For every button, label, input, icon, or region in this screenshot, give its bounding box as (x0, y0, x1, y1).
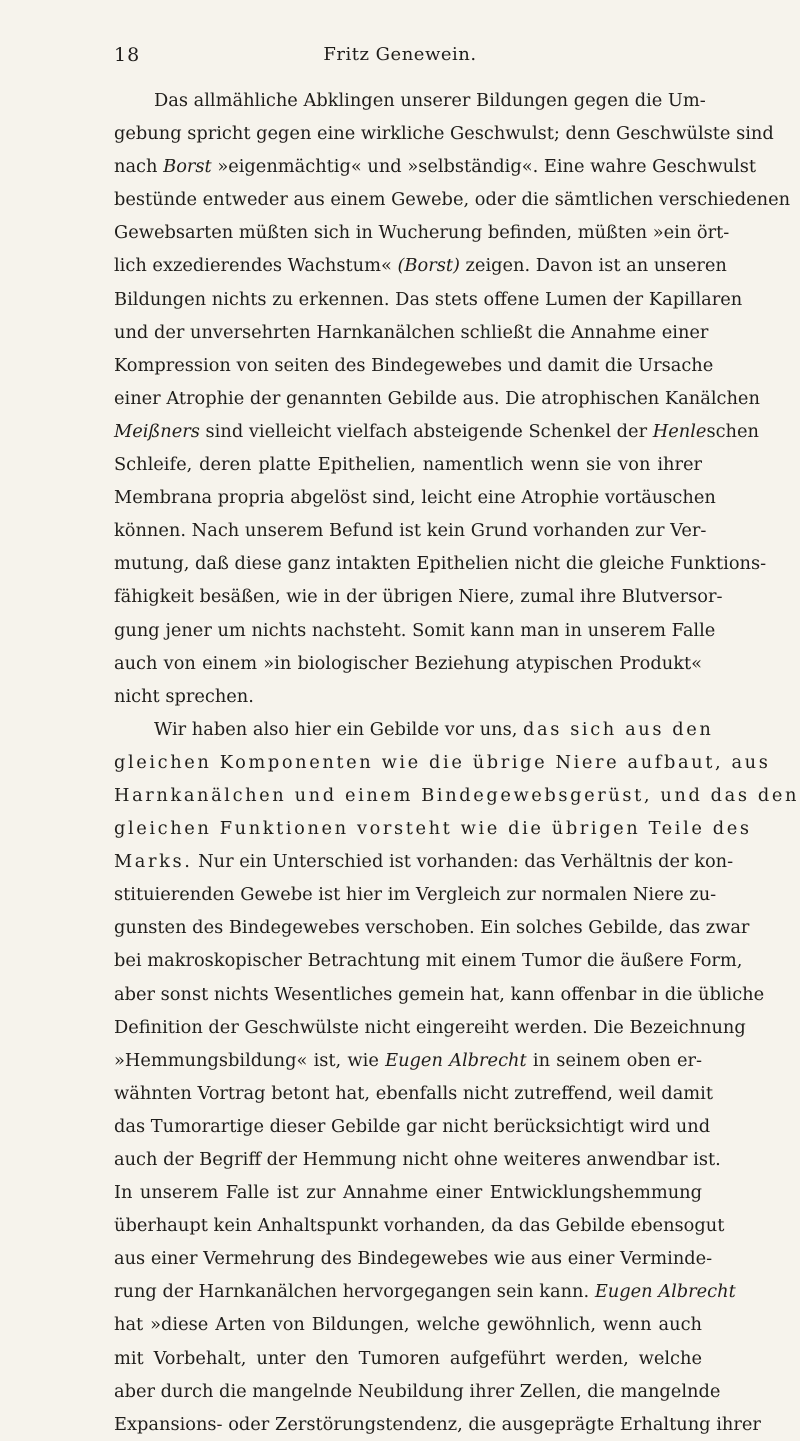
page-number: 18 (114, 44, 141, 66)
text-line (114, 349, 714, 382)
text-segment: mit Vorbehalt, unter den Tumoren aufgeführt werden, welche (114, 1347, 702, 1369)
text-segment: Kompression von seiten des Bindegewebes und damit die Ursache (114, 354, 714, 376)
text-segment: aber durch die mangelnde Neubildung ihrer Zellen, die mangelnde (114, 1380, 721, 1402)
text-segment: hat »diese Arten von Bildungen, welche gewöhnlich, wenn auch (114, 1314, 702, 1336)
text-segment: können. Nach unserem Befund ist kein Grund vorhanden zur Ver- (114, 520, 707, 542)
text-line (114, 514, 707, 547)
text-segment: bestünde entweder aus einem Gewebe, oder die sämtlichen verschiedenen (114, 189, 791, 211)
text-line (114, 547, 767, 580)
text-line (114, 117, 774, 150)
text-segment: Wir haben also hier ein Gebilde vor uns, (154, 718, 524, 740)
text-line (114, 316, 709, 349)
text-segment: sind vielleicht vielfach absteigende Schenkel der (199, 420, 653, 442)
text-line (114, 150, 757, 183)
text-line (114, 1408, 761, 1441)
text-line (114, 1110, 711, 1143)
text-segment: überhaupt kein Anhaltspunkt vorhanden, da das Gebilde ebensogut (114, 1215, 725, 1237)
text-segment: Membrana propria abgelöst sind, leicht eine Atrophie vortäuschen (114, 487, 716, 509)
text-segment: Das allmähliche Abklingen unserer Bildungen gegen die Um- (154, 90, 706, 111)
text-line (114, 911, 750, 944)
text-segment: mutung, daß diese ganz intakten Epithelien nicht die gleiche Funktions- (114, 553, 767, 575)
text-segment: einer Atrophie der genannten Gebilde aus. Die atrophischen Kanälchen (114, 387, 760, 409)
text-segment: In unserem Falle ist zur Annahme einer Entwicklungshemmung (114, 1182, 702, 1204)
text-segment: stituierenden Gewebe ist hier im Vergleich zur normalen Niere zu- (114, 884, 717, 906)
text-line (114, 878, 717, 911)
text-segment: bei makroskopischer Betrachtung mit einem Tumor die äußere Form, (114, 950, 743, 972)
italic-name: Henle (652, 420, 707, 442)
text-segment: aber sonst nichts Wesentliches gemein hat, kann offenbar in die übliche (114, 983, 765, 1005)
text-line (114, 812, 752, 845)
text-segment: gunsten des Bindegewebes verschoben. Ein solches Gebilde, das zwar (114, 917, 750, 939)
text-line (114, 1209, 725, 1242)
text-line (114, 647, 702, 680)
text-line (114, 1308, 702, 1341)
italic-name: Borst (163, 156, 212, 178)
text-line (114, 746, 771, 779)
text-segment: »eigenmächtig« und »selbständig«. Eine wahre Geschwulst (211, 156, 757, 178)
text-segment: Nur ein Unterschied ist vorhanden: das Verhältnis der kon- (192, 851, 734, 873)
text-segment: das Tumorartige dieser Gebilde gar nicht berücksichtigt wird und (114, 1115, 711, 1137)
text-line (114, 448, 702, 481)
text-line (114, 580, 723, 613)
text-line (114, 481, 716, 514)
text-segment: fähigkeit besäßen, wie in der übrigen Niere, zumal ihre Blutversor- (114, 586, 723, 608)
running-title: Fritz Genewein. (323, 44, 477, 65)
text-segment: Bildungen nichts zu erkennen. Das stets offene Lumen der Kapillaren (114, 288, 743, 310)
text-segment: rung der Harnkanälchen hervorgegangen sein kann. (114, 1281, 595, 1303)
text-line (114, 283, 743, 316)
text-segment: schen (706, 420, 759, 442)
text-line (114, 779, 800, 812)
body-text (114, 84, 800, 1441)
text-line (114, 614, 716, 647)
text-segment: wähnten Vortrag betont hat, ebenfalls nicht zutreffend, weil damit (114, 1082, 713, 1104)
text-line (114, 1242, 713, 1275)
spaced-emphasis: Marks. (114, 851, 193, 873)
text-segment: nach (114, 156, 164, 178)
text-segment: aus einer Vermehrung des Bindegewebes wie aus einer Verminde- (114, 1248, 713, 1270)
text-segment: Expansions- oder Zerstörungstendenz, die ausgeprägte Erhaltung ihrer (114, 1413, 761, 1435)
italic-name: Eugen Albrecht (385, 1049, 527, 1071)
text-line (114, 183, 791, 216)
text-segment: zeigen. Davon ist an unseren (459, 255, 727, 277)
text-segment: Definition der Geschwülste nicht eingereiht werden. Die Bezeichnung (114, 1016, 746, 1038)
text-line (114, 84, 706, 117)
text-line (114, 1044, 702, 1077)
text-line (114, 249, 727, 282)
italic-name: Eugen Albrecht (594, 1281, 736, 1303)
text-line (114, 415, 759, 448)
text-segment: gung jener um nichts nachsteht. Somit kann man in unserem Falle (114, 619, 716, 641)
text-line (114, 845, 734, 878)
page-header (0, 44, 800, 74)
text-line (114, 680, 702, 713)
text-segment: lich exzedierendes Wachstum« (114, 255, 398, 277)
spaced-emphasis: Harnkanälchen und einem Bindegewebsgerüst, und das den (114, 784, 800, 806)
text-line (114, 1011, 746, 1044)
italic-name: Meißners (114, 420, 200, 442)
text-line (114, 1375, 721, 1408)
text-line (114, 713, 714, 746)
spaced-emphasis: gleichen Komponenten wie die übrige Niere aufbaut, aus (114, 751, 771, 773)
spaced-emphasis: gleichen Funktionen vorsteht wie die übrigen Teile des (114, 818, 752, 840)
text-line (114, 1342, 702, 1375)
text-line (114, 382, 760, 415)
text-segment: Schleife, deren platte Epithelien, namentlich wenn sie von ihrer (114, 454, 702, 476)
text-segment: gebung spricht gegen eine wirkliche Geschwulst; denn Geschwülste sind (114, 123, 774, 145)
text-segment: Gewebsarten müßten sich in Wucherung befinden, müßten »ein ört- (114, 222, 730, 244)
text-segment: auch der Begriff der Hemmung nicht ohne weiteres anwendbar ist. (114, 1149, 721, 1170)
text-line (114, 1176, 702, 1209)
spaced-emphasis: das sich aus den (523, 718, 714, 740)
text-segment: nicht sprechen. (114, 685, 254, 707)
text-segment: und der unversehrten Harnkanälchen schließt die Annahme einer (114, 321, 709, 343)
text-segment: auch von einem »in biologischer Beziehung atypischen Produkt« (114, 652, 702, 674)
italic-name: (Borst) (397, 255, 460, 277)
text-line (114, 216, 730, 249)
text-line (114, 944, 743, 977)
text-line (114, 1077, 713, 1110)
text-segment: in seinem oben er- (526, 1049, 703, 1071)
text-line (114, 1275, 736, 1308)
text-line (114, 1143, 721, 1176)
text-segment: »Hemmungsbildung« ist, wie (114, 1049, 386, 1071)
text-line (114, 978, 765, 1011)
